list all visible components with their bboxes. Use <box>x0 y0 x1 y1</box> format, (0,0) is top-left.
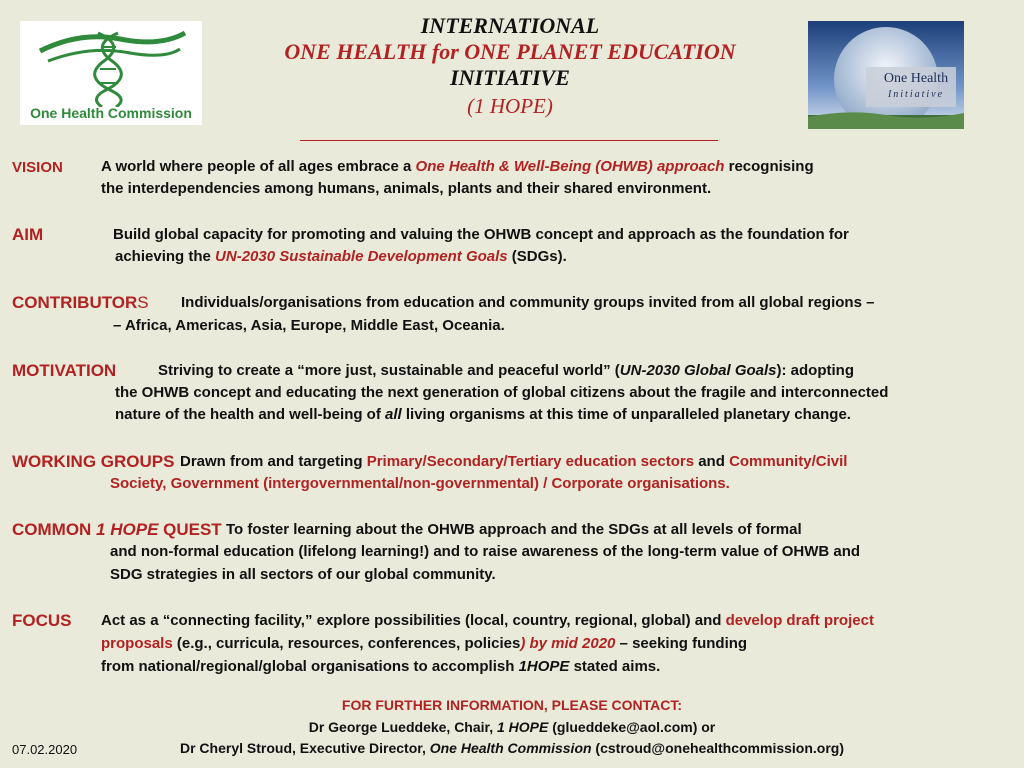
title-line-3: INITIATIVE <box>450 65 570 90</box>
one-health-commission-logo <box>20 21 202 125</box>
motivation-label: MOTIVATION <box>12 361 117 380</box>
contact-line-2: Dr Cheryl Stroud, Executive Director, One Health Commission (cstroud@onehealthcommission.org) <box>179 740 844 756</box>
aim-line-2: achieving the UN-2030 Sustainable Development Goals (SDGs). <box>115 248 567 265</box>
quest-label: COMMON 1 HOPE QUEST <box>12 520 222 539</box>
working-groups-line-2: Society, Government (intergovernmental/non-governmental) / Corporate organisations. <box>110 475 730 492</box>
quest-line-2: and non-formal education (lifelong learning!) and to raise awareness of the long-term value of OHWB and <box>110 543 861 560</box>
document-date: 07.02.2020 <box>12 742 78 757</box>
aim-line-1: Build global capacity for promoting and valuing the OHWB concept and approach as the foundation for <box>113 226 849 243</box>
quest-line-1: To foster learning about the OHWB approach and the SDGs at all levels of formal <box>226 521 802 538</box>
vision-line-1: A world where people of all ages embrace a One Health & Well-Being (OHWB) approach recognising <box>101 158 814 175</box>
focus-line-3: from national/regional/global organisations to accomplish 1HOPE stated aims. <box>101 658 661 675</box>
focus-label: FOCUS <box>12 611 72 630</box>
contributors-line-2: – Africa, Americas, Asia, Europe, Middle East, Oceania. <box>113 317 505 334</box>
motivation-line-3: nature of the health and well-being of all living organisms at this time of unparalleled planetary change. <box>115 406 851 423</box>
contributors-line-1: Individuals/organisations from education and community groups invited from all global regions – <box>181 294 875 311</box>
focus-line-1: Act as a “connecting facility,” explore possibilities (local, country, regional, global) and develop draft project <box>101 612 874 629</box>
title-divider <box>300 140 718 141</box>
vision-label: VISION <box>12 159 63 176</box>
one-health-initiative-logo <box>808 21 964 129</box>
title-line-1: INTERNATIONAL <box>420 13 600 38</box>
quest-line-3: SDG strategies in all sectors of our global community. <box>110 566 496 583</box>
title-line-4: (1 HOPE) <box>467 94 553 118</box>
focus-line-2: proposals (e.g., curricula, resources, conferences, policies) by mid 2020 – seeking funding <box>101 635 748 652</box>
logo-left-text: One Health Commission <box>30 105 192 121</box>
motivation-line-2: the OHWB concept and educating the next generation of global citizens about the fragile and interconnected <box>115 384 889 401</box>
contributors-label: CONTRIBUTORS <box>12 293 149 312</box>
contact-heading: FOR FURTHER INFORMATION, PLEASE CONTACT: <box>341 697 683 713</box>
contact-line-1: Dr George Lueddeke, Chair, 1 HOPE (glueddeke@aol.com) or <box>308 719 716 735</box>
aim-label: AIM <box>12 225 44 244</box>
logo-right-title: One Health <box>883 71 949 86</box>
motivation-line-1: Striving to create a “more just, sustainable and peaceful world” (UN-2030 Global Goals): adopting <box>158 362 854 379</box>
working-groups-line-1: Drawn from and targeting Primary/Secondary/Tertiary education sectors and Community/Civil <box>180 453 848 470</box>
logo-right-subtitle: Initiative <box>887 89 945 100</box>
working-groups-label: WORKING GROUPS <box>12 452 175 471</box>
vision-line-2: the interdependencies among humans, animals, plants and their shared environment. <box>101 180 712 197</box>
helix-logo-icon <box>20 21 202 107</box>
title-line-2: ONE HEALTH for ONE PLANET EDUCATION <box>284 39 736 64</box>
